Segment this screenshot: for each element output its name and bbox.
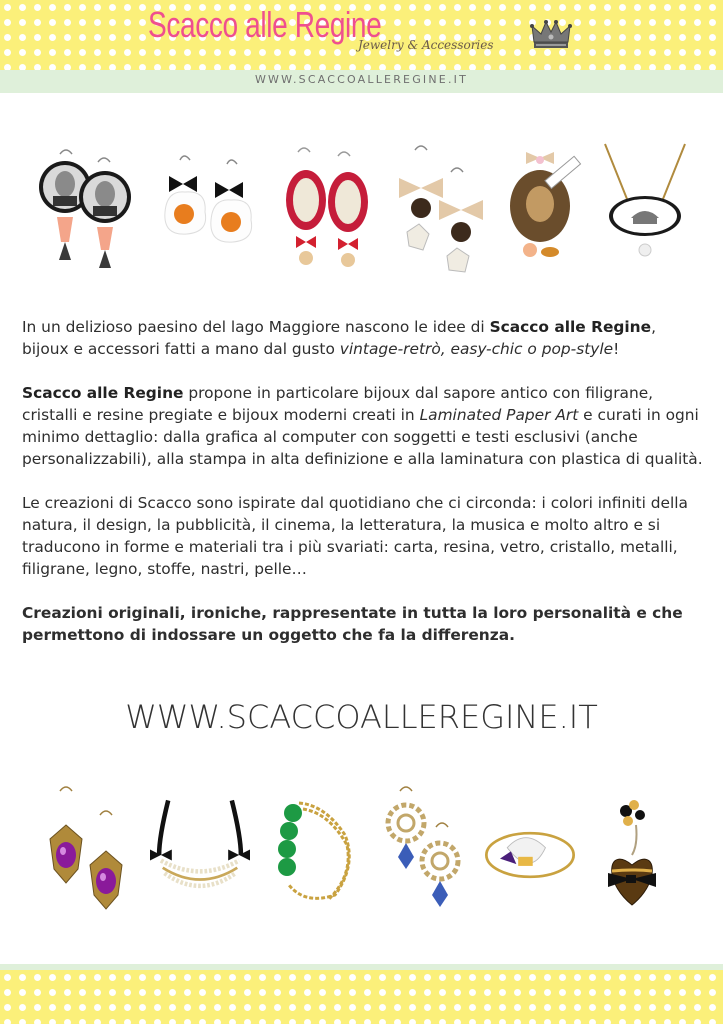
mona-lisa-pendant-image xyxy=(500,142,600,282)
website-link-big[interactable]: WWW.SCACCOALLEREGINE.IT xyxy=(125,698,598,736)
fried-egg-earrings-image xyxy=(155,142,255,282)
intro-p2-text: propone in particolare bijoux dal sapore antico con filigrane, cristalli e resine pregiate e bijoux moderni creati in xyxy=(22,384,654,424)
laminated-paper-art: Laminated Paper Art xyxy=(419,406,579,424)
brand-logo: Scacco alle Regine xyxy=(148,4,382,45)
shakespeare-earrings-image xyxy=(35,142,135,282)
intro-p1-text-2: bijoux e accessori fatti a mano dal gusto xyxy=(22,340,340,358)
green-bracelet-image xyxy=(265,785,365,925)
pearl-necklace-image xyxy=(150,785,250,925)
style-list: vintage-retrò, easy-chic o pop-style xyxy=(339,340,614,358)
product-row-bottom xyxy=(0,785,723,925)
red-filigree-earrings-image xyxy=(280,142,380,282)
intro-p2-text-2: e curati in ogni minimo dettaglio: dalla grafica al computer con soggetti e testi esclusivi (anche personalizzabili), alla stampa in alta definizione e alla laminatura con plastica di qualità. xyxy=(22,406,703,468)
product-row-top xyxy=(0,142,723,282)
teapot-necklace-image xyxy=(595,142,695,282)
intro-p1-comma: , xyxy=(651,318,656,336)
intro-paragraph-2 xyxy=(22,382,712,470)
filigree-earrings-image xyxy=(380,785,480,925)
crown-icon xyxy=(528,18,574,52)
brand-tagline: Jewelry & Accessories xyxy=(358,38,494,52)
intro-text xyxy=(22,316,712,646)
leaf-bangle-image xyxy=(480,785,580,925)
intro-p1-exclamation: ! xyxy=(613,340,620,358)
website-link-top[interactable]: WWW.SCACCOALLEREGINE.IT xyxy=(254,73,469,86)
heart-pendant-image xyxy=(598,785,698,925)
intro-paragraph-4: Creazioni originali, ironiche, rappresentate in tutta la loro personalità e che permettono di indossare un oggetto che fa la differenza. xyxy=(22,604,683,644)
brand-name-emphasis: Scacco alle Regine xyxy=(489,318,652,336)
brand-name-emphasis: Scacco alle Regine xyxy=(22,384,184,402)
intro-paragraph-1 xyxy=(22,316,712,360)
bow-flower-earrings-image xyxy=(395,142,495,282)
intro-paragraph-3: Le creazioni di Scacco sono ispirate dal quotidiano che ci circonda: i colori infiniti della natura, il design, la pubblicità, il cinema, la letteratura, la musica e molto altro e si traducono in forme e materiali tra i più svariati: carta, resina, vetro, cristallo, metalli, filigrane, legno, stoffe, nastri, pelle… xyxy=(22,494,688,578)
intro-p1-text: In un delizioso paesino del lago Maggiore nascono le idee di xyxy=(22,318,490,336)
footer-banner xyxy=(0,970,723,1024)
purple-gem-earrings-image xyxy=(30,785,130,925)
